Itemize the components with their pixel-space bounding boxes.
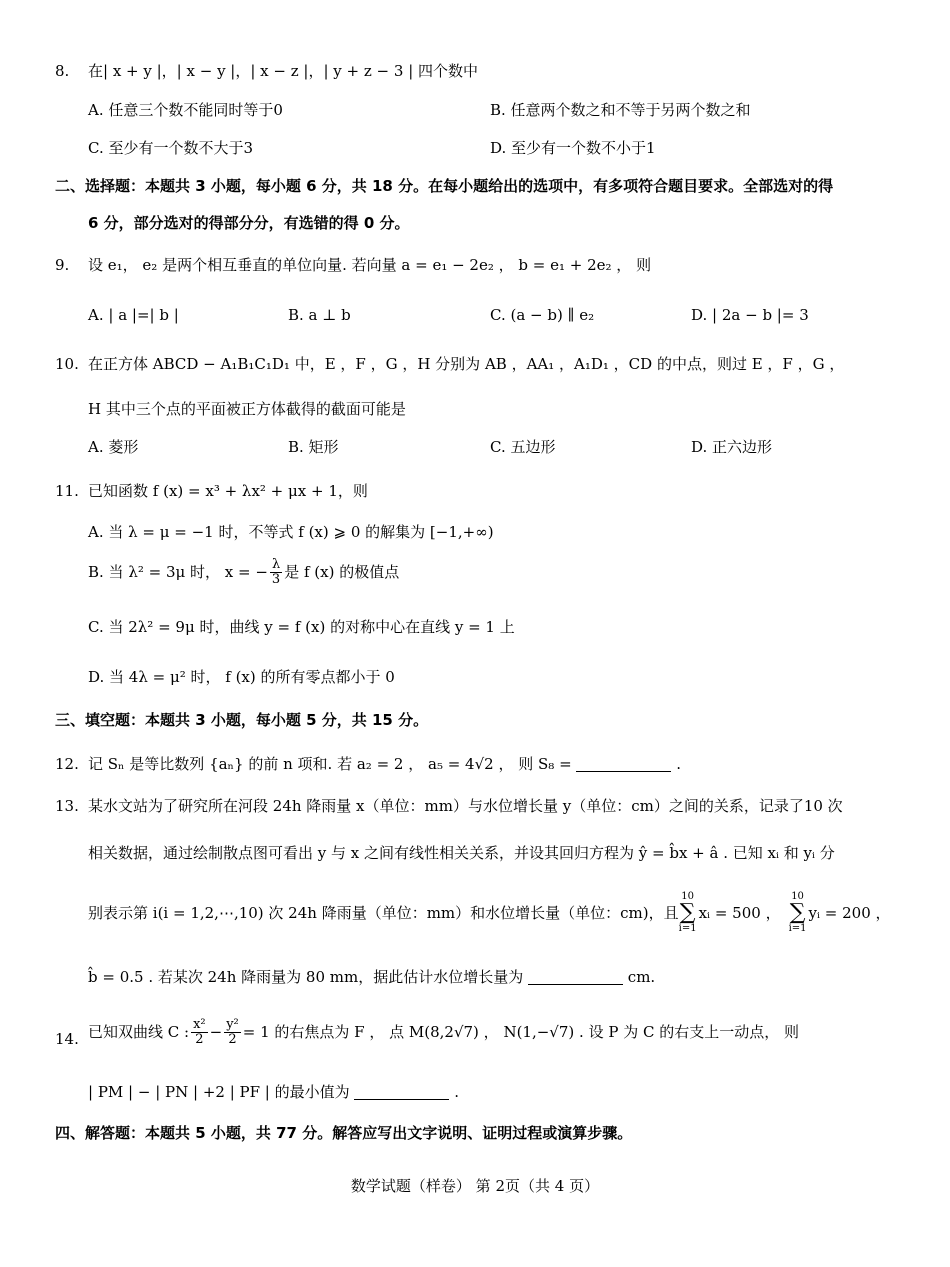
q12-number: 12. [55,755,79,773]
q9-option-a: A. | a |=| b | [88,306,179,324]
q13-line4 [88,970,655,985]
fraction-denominator: 2 [228,1032,237,1048]
q13-line1: 某水文站为了研究所在河段 24h 降雨量 x（单位：mm）与水位增长量 y（单位：cm）之间的关系，记录了10 次 [88,797,843,815]
q10-option-b: B. 矩形 [288,438,339,456]
q13-line4-unit: cm. [627,968,656,986]
q13-answer-blank[interactable] [528,970,623,985]
q8-number: 8. [55,62,70,80]
q10-number: 10. [55,355,79,373]
q13-line3-text: 别表示第 i(i = 1,2,⋯,10) 次 24h 降雨量（单位：mm）和水位增长量（单位：cm)，且 [88,903,679,922]
q12-answer-blank[interactable] [576,757,671,772]
q11-option-c: C. 当 2λ² = 9μ 时，曲线 y = f (x) 的对称中心在直线 y = 1 上 [88,618,515,636]
q8-option-a: A. 任意三个数不能同时等于0 [88,101,283,119]
q13-sum-x: xᵢ = 500 ， [698,903,781,922]
q9-option-c: C. (a − b) ∥ e₂ [490,306,595,324]
q8-option-c: C. 至少有一个数不大于3 [88,139,254,157]
q10-stem-line1: 在正方体 ABCD − A₁B₁C₁D₁ 中，E ，F ，G ，H 分别为 AB ，AA₁ ，A₁D₁ ，CD 的中点，则过 E ，F ，G ， [88,355,845,373]
page-footer: 数学试题（样卷） 第 2页（共 4 页） [350,1177,600,1195]
q12-stem-end: . [676,755,681,773]
fraction-numerator: y² [226,1017,239,1032]
q11-number: 11. [55,482,79,500]
q14-fraction-x [191,1018,208,1048]
q8-option-d: D. 至少有一个数不小于1 [490,139,656,157]
q13-line2: 相关数据，通过绘制散点图可看出 y 与 x 之间有线性相关关系，并设其回归方程为 ŷ = b̂x + â . 已知 xᵢ 和 yᵢ 分 [88,844,835,862]
q11-option-b-post: 是 f (x) 的极值点 [284,563,400,582]
q14-line2-end: . [454,1083,459,1101]
sum-lower: i=1 [788,923,807,934]
minus-sign: − [209,1023,223,1042]
q13-number: 13. [55,797,79,815]
q8-option-b: B. 任意两个数之和不等于另两个数之和 [490,101,751,119]
q9-option-b: B. a ⊥ b [288,306,351,324]
q11-option-a: A. 当 λ = μ = −1 时，不等式 f (x) ⩾ 0 的解集为 [−1,+∞) [88,523,494,541]
q13-line4-text: b̂ = 0.5 . 若某次 24h 降雨量为 80 mm，据此估计水位增长量为 [88,968,524,986]
q14-line2-text: | PM | − | PN | +2 | PF | 的最小值为 [88,1083,350,1101]
q9-number: 9. [55,256,70,274]
q11-option-b [88,558,399,588]
q14-stem-pre: 已知双曲线 C : [88,1023,190,1042]
section-2-heading-cont: 6 分，部分选对的得部分分，有选错的得 0 分。 [88,214,410,232]
q11-stem: 已知函数 f (x) = x³ + λx² + μx + 1，则 [88,482,368,500]
q9-option-d: D. | 2a − b |= 3 [691,306,809,324]
q14-answer-blank[interactable] [354,1085,449,1100]
fraction-numerator: x² [193,1017,206,1032]
q11-option-b-fraction [270,558,282,588]
q8-stem: 在| x + y |，| x − y |，| x − z |，| y + z − 3 | 四个数中 [88,62,479,80]
fraction-numerator: λ [271,557,281,572]
q10-option-d: D. 正六边形 [691,438,773,456]
section-4-heading: 四、解答题：本题共 5 小题，共 77 分。解答应写出文字说明、证明过程或演算步骤。 [55,1124,633,1142]
q14-fraction-y [224,1018,241,1048]
summation-symbol-x: 10 ∑ i=1 [678,891,697,934]
q12-stem [88,757,681,772]
section-3-heading: 三、填空题：本题共 3 小题，每小题 5 分，共 15 分。 [55,711,429,729]
q13-line3 [88,892,891,934]
q14-stem-post: = 1 的右焦点为 F ， 点 M(8,2√7) ， N(1,−√7) . 设 P 为 C 的右支上一动点， 则 [242,1023,799,1042]
q14-number: 14. [55,1030,79,1048]
q14-stem [88,1018,799,1048]
q10-option-c: C. 五边形 [490,438,556,456]
q12-stem-text: 记 Sₙ 是等比数列 {aₙ} 的前 n 项和. 若 a₂ = 2 ， a₅ = 4√2 ， 则 S₈ = [88,755,572,773]
fraction-denominator: 2 [195,1032,204,1048]
q10-stem-line2: H 其中三个点的平面被正方体截得的截面可能是 [88,400,406,418]
fraction-denominator: 3 [271,572,281,588]
q11-option-b-pre: B. 当 λ² = 3μ 时， x = − [88,563,268,582]
q14-line2 [88,1085,459,1100]
q13-sum-y: yᵢ = 200 ， [808,903,891,922]
q11-option-d: D. 当 4λ = μ² 时， f (x) 的所有零点都小于 0 [88,668,395,686]
q9-stem: 设 e₁， e₂ 是两个相互垂直的单位向量. 若向量 a = e₁ − 2e₂ ， b = e₁ + 2e₂ ， 则 [88,256,652,274]
section-2-heading: 二、选择题：本题共 3 小题，每小题 6 分，共 18 分。在每小题给出的选项中，有多项符合题目要求。全部选对的得 [55,177,834,195]
sum-upper: 10 [681,891,694,902]
sum-lower: i=1 [678,923,697,934]
sum-upper: 10 [791,891,804,902]
q10-option-a: A. 菱形 [88,438,139,456]
summation-symbol-y: 10 ∑ i=1 [788,891,807,934]
